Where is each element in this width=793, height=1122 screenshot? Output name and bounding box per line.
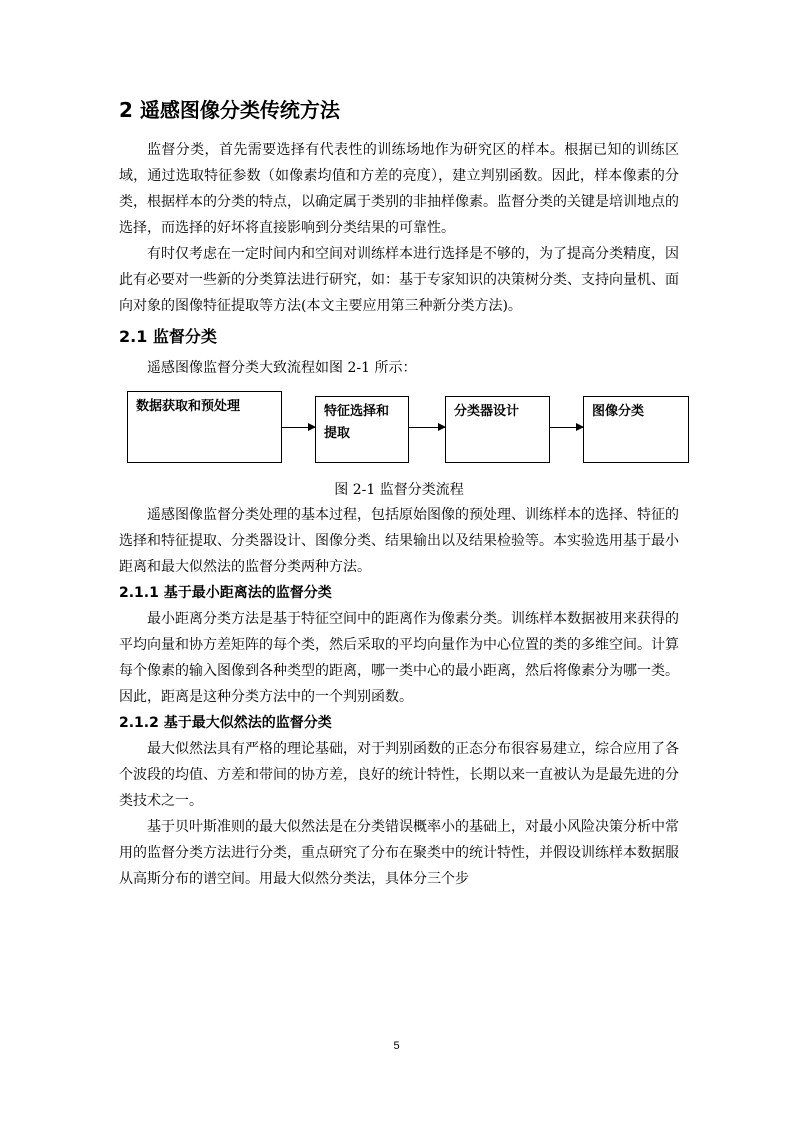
- figure-caption: 图 2-1 监督分类流程: [334, 482, 464, 498]
- flow-arrow-2: [409, 427, 445, 428]
- flow-box-data-acquisition: 数据获取和预处理: [127, 391, 282, 463]
- intro-paragraph-2: 有时仅考虑在一定时间内和空间对训练样本进行选择是不够的，为了提高分类精度，因此有必要对一些新的分类算法进行研究，如：基于专家知识的决策树分类、支持向量机、面向对象的图像特征提取等方法(本文主要应用第三种新分类方法)。: [119, 246, 679, 314]
- section-2-1-lead: 遥感图像监督分类大致流程如图 2-1 所示：: [147, 360, 417, 376]
- flow-arrow-1: [282, 427, 315, 428]
- flow-box-image-classification: 图像分类: [583, 396, 689, 463]
- page-content: [119, 93, 679, 892]
- intro-paragraph-1: 监督分类，首先需要选择有代表性的训练场地作为研究区的样本。根据已知的训练区域，通过选取特征参数（如像素均值和方差的亮度），建立判别函数。因此，样本像素的分类，根据样本的分类的特点，以确定属于类别的非抽样像素。监督分类的关键是培训地点的选择，而选择的好坏将直接影响到分类结果的可靠性。: [119, 142, 679, 236]
- flow-arrow-3: [550, 427, 583, 428]
- flow-box-feature-selection: 特征选择和提取: [315, 396, 409, 463]
- section-2-1-title: 2.1 监督分类: [119, 327, 217, 346]
- chapter-title: 2 遥感图像分类传统方法: [119, 98, 340, 122]
- section-2-1-2-title: 2.1.2 基于最大似然法的监督分类: [119, 715, 332, 731]
- section-2-1-2-body-2: 基于贝叶斯准则的最大似然法是在分类错误概率小的基础上，对最小风险决策分析中常用的监督分类方法进行分类，重点研究了分布在聚类中的统计特性，并假设训练样本数据服从高斯分布的谱空间。用最大似然分类法，具体分三个步: [119, 819, 679, 887]
- page-number: 5: [393, 1040, 400, 1052]
- flow-box-classifier-design: 分类器设计: [445, 396, 550, 463]
- flowchart-diagram: [127, 391, 697, 466]
- paragraph-after-figure: 遥感图像监督分类处理的基本过程，包括原始图像的预处理、训练样本的选择、特征的选择和特征提取、分类器设计、图像分类、结果输出以及结果检验等。本实验选用基于最小距离和最大似然法的监督分类两种方法。: [119, 507, 679, 575]
- section-2-1-1-body: 最小距离分类方法是基于特征空间中的距离作为像素分类。训练样本数据被用来获得的平均向量和协方差矩阵的每个类，然后采取的平均向量作为中心位置的类的多维空间。计算每个像素的输入图像到各种类型的距离，哪一类中心的最小距离，然后将像素分为哪一类。因此，距离是这种分类方法中的一个判别函数。: [119, 611, 679, 705]
- section-2-1-1-title: 2.1.1 基于最小距离法的监督分类: [119, 585, 332, 601]
- section-2-1-2-body-1: 最大似然法具有严格的理论基础，对于判别函数的正态分布很容易建立，综合应用了各个波段的均值、方差和带间的协方差，良好的统计特性，长期以来一直被认为是最先进的分类技术之一。: [119, 741, 679, 809]
